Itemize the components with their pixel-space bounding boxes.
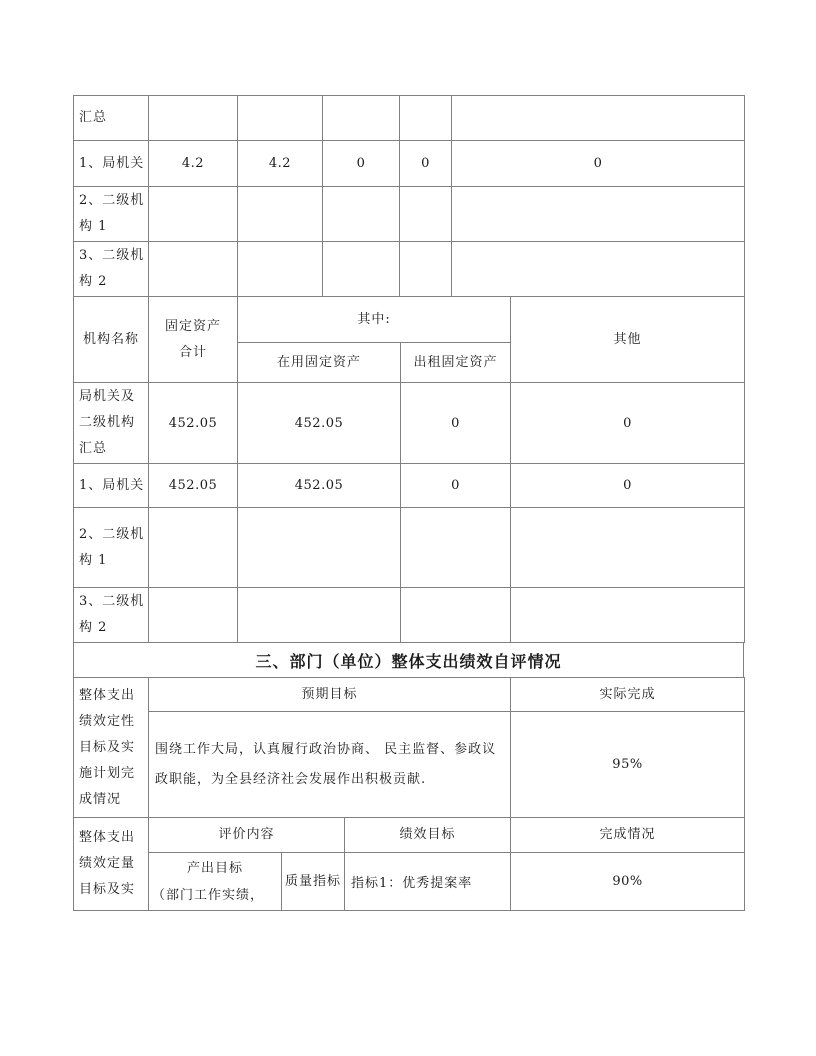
total-header-text: 固定资产合计 (164, 318, 221, 360)
table-cell (149, 242, 238, 297)
table-cell (149, 96, 238, 141)
qualitative-eval-table (73, 677, 745, 818)
table-cell (400, 96, 452, 141)
table-cell: 0 (400, 141, 452, 187)
row-label: 3、二级机构 2 (74, 588, 149, 643)
table-cell (400, 187, 452, 242)
table-cell: 4.2 (149, 141, 238, 187)
table-row (74, 96, 745, 141)
row-label: 2、二级机构 1 (74, 187, 149, 242)
table-cell: 0 (511, 464, 745, 508)
table-cell: 0 (401, 464, 511, 508)
table-cell: 0 (452, 141, 745, 187)
table-cell (323, 187, 400, 242)
table-cell (400, 242, 452, 297)
section-title: 三、部门（单位）整体支出绩效自评情况 (73, 642, 744, 678)
table-cell (401, 588, 511, 643)
table-cell: 452.05 (149, 464, 238, 508)
table-row (74, 712, 745, 818)
row-label: 汇总 (74, 96, 149, 141)
output-target-line2: （部门工作实绩， (152, 887, 265, 903)
table-cell (238, 242, 323, 297)
table-cell (238, 96, 323, 141)
table-cell (452, 242, 745, 297)
table-cell: 0 (511, 383, 745, 464)
quantitative-eval-table (73, 817, 745, 911)
table-cell: 452.05 (238, 464, 401, 508)
table-cell (452, 96, 745, 141)
table-cell (401, 508, 511, 588)
header-row (74, 818, 745, 853)
row-label: 局机关及二级机构汇总 (74, 383, 149, 464)
row-label: 2、二级机构 1 (74, 508, 149, 588)
table-row (74, 464, 745, 508)
table-cell: 0 (323, 141, 400, 187)
qualitative-row-label: 整体支出绩效定性目标及实施计划完成情况 (74, 678, 149, 818)
org-name-header: 机构名称 (74, 297, 149, 383)
fixed-assets-table (73, 296, 745, 643)
output-target-cell (149, 853, 282, 911)
completion-status-header: 完成情况 (511, 818, 745, 853)
row-label: 3、二级机构 2 (74, 242, 149, 297)
table-cell: 4.2 (238, 141, 323, 187)
table-row (74, 187, 745, 242)
leased-out-header: 出租固定资产 (401, 343, 511, 383)
table-cell: 452.05 (238, 383, 401, 464)
table-row (74, 508, 745, 588)
table-cell (238, 187, 323, 242)
table-cell (511, 588, 745, 643)
output-target-line1: 产出目标 (186, 860, 243, 876)
table-cell (149, 508, 238, 588)
indicator-1-completion: 90% (511, 853, 745, 911)
table-row (74, 242, 745, 297)
table-row (74, 853, 745, 911)
table-cell (452, 187, 745, 242)
table-cell (149, 187, 238, 242)
table-cell (238, 588, 401, 643)
table-cell (511, 508, 745, 588)
indicator-1: 指标1：优秀提案率 (345, 853, 511, 911)
other-header: 其他 (511, 297, 745, 383)
of-which-header: 其中: (238, 297, 511, 343)
row-label: 1、局机关 (74, 464, 149, 508)
actual-completion-header: 实际完成 (511, 678, 745, 712)
table-cell (323, 96, 400, 141)
table-row (74, 141, 745, 187)
actual-completion-value: 95% (511, 712, 745, 818)
quantitative-row-label: 整体支出绩效定量目标及实 (74, 818, 149, 911)
header-row (74, 297, 745, 343)
performance-target-header: 绩效目标 (345, 818, 511, 853)
in-use-header: 在用固定资产 (238, 343, 401, 383)
row-label: 1、局机关 (74, 141, 149, 187)
expected-target-text: 围绕工作大局，认真履行政治协商、 民主监督、参政议政职能，为全县经济社会发展作出积极贡献. (149, 712, 511, 818)
header-row (74, 678, 745, 712)
quality-indicator-label: 质量指标 (282, 853, 345, 911)
table-cell: 0 (401, 383, 511, 464)
asset-continuation-table (73, 95, 745, 297)
document-body (73, 95, 744, 911)
eval-content-header: 评价内容 (149, 818, 345, 853)
expected-target-header: 预期目标 (149, 678, 511, 712)
table-row (74, 383, 745, 464)
table-cell: 452.05 (149, 383, 238, 464)
total-header (149, 297, 238, 383)
table-cell (323, 242, 400, 297)
table-cell (238, 508, 401, 588)
table-cell (149, 588, 238, 643)
table-row (74, 588, 745, 643)
